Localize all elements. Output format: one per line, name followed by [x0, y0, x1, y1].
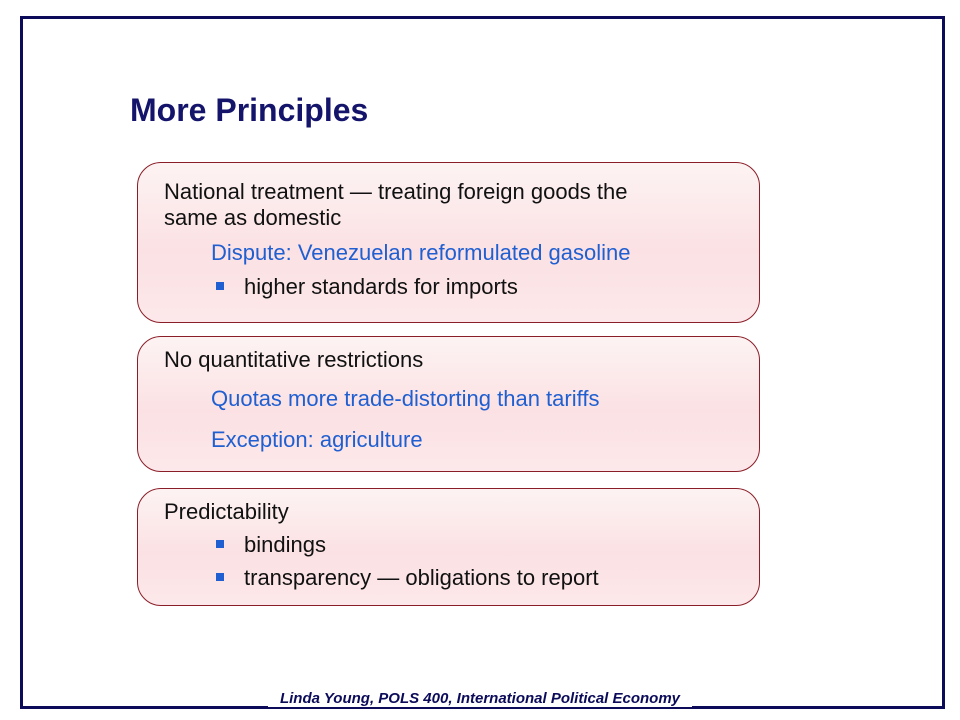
- box-heading: No quantitative restrictions: [164, 347, 424, 372]
- square-bullet-icon: [216, 540, 224, 548]
- square-bullet-icon: [216, 282, 224, 290]
- bullet-text: higher standards for imports: [244, 274, 518, 299]
- bullet-text: transparency — obligations to report: [244, 565, 599, 590]
- slide-title: More Principles: [130, 92, 369, 128]
- square-bullet-icon: [216, 573, 224, 581]
- bullet-item: [216, 532, 326, 558]
- principle-box-national-treatment: [137, 162, 760, 323]
- box-subpoint: Exception: agriculture: [211, 427, 423, 452]
- box-subpoint: Dispute: Venezuelan reformulated gasoline: [211, 240, 631, 265]
- bullet-item: [216, 274, 518, 300]
- principle-box-quantitative-restrictions: [137, 336, 760, 472]
- principle-box-predictability: [137, 488, 760, 606]
- box-heading: Predictability: [164, 499, 289, 524]
- bullet-item: [216, 565, 599, 591]
- box-heading-line1: National treatment — treating foreign goods the: [164, 179, 628, 204]
- slide-footer: [0, 690, 960, 714]
- box-subpoint: Quotas more trade-distorting than tariffs: [211, 386, 600, 411]
- bullet-text: bindings: [244, 532, 326, 557]
- box-heading-line2: same as domestic: [164, 205, 342, 230]
- footer-text: Linda Young, POLS 400, International Political Economy: [268, 690, 692, 707]
